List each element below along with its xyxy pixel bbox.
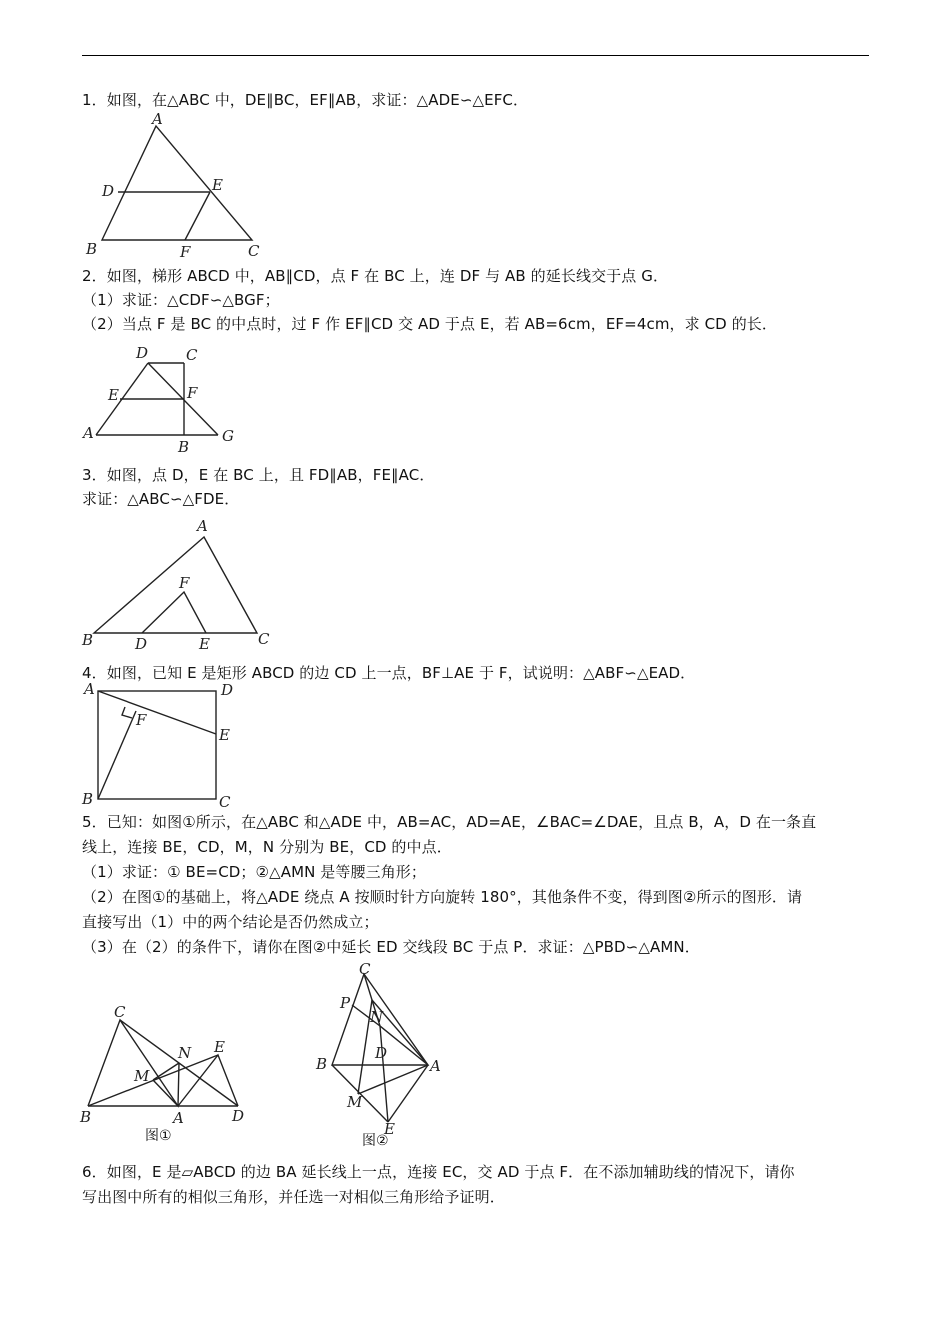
label-c: C	[219, 793, 231, 811]
problem-5-part-3: （3）在（2）的条件下，请你在图②中延长 ED 交线段 BC 于点 P．求证：△PBD∽△AMN．	[82, 938, 700, 956]
label-d: D	[375, 1044, 388, 1062]
label-f: F	[180, 243, 191, 261]
figure-5-1-caption: 图①	[145, 1128, 172, 1144]
label-m: M	[347, 1093, 363, 1111]
problem-6-text-2: 写出图中所有的相似三角形，并任选一对相似三角形给予证明．	[82, 1188, 505, 1206]
label-c: C	[186, 346, 198, 364]
label-g: G	[222, 427, 234, 445]
label-d: D	[221, 681, 234, 699]
label-f: F	[136, 711, 147, 729]
triangle-ade-sides	[178, 1055, 238, 1106]
label-e: E	[384, 1120, 395, 1138]
label-b: B	[316, 1055, 328, 1073]
label-f: F	[187, 384, 198, 402]
figure-1	[82, 112, 272, 262]
label-a: A	[430, 1057, 441, 1075]
label-e: E	[214, 1038, 225, 1056]
label-d: D	[135, 635, 148, 653]
label-c: C	[258, 630, 270, 648]
figure-4	[82, 682, 252, 812]
label-a: A	[197, 517, 208, 535]
figure-5-2	[312, 960, 452, 1138]
triangle-abc-sides	[88, 1020, 178, 1106]
segment-ef	[185, 192, 210, 240]
problem-3-prove: 求证：△ABC∽△FDE．	[82, 490, 240, 508]
problem-1-text: 1．如图，在△ABC 中，DE∥BC，EF∥AB，求证：△ADE∽△EFC．	[82, 91, 529, 109]
label-d: D	[102, 182, 115, 200]
label-b: B	[82, 631, 94, 649]
label-e: E	[108, 386, 119, 404]
label-p: P	[340, 994, 351, 1012]
triangle-abc	[102, 126, 252, 240]
triangle-fde	[142, 592, 206, 633]
triangle-abc	[94, 537, 257, 633]
problem-6-text-1: 6．如图，E 是▱ABCD 的边 BA 延长线上一点，连接 EC，交 AD 于点 F．在不添加辅助线的情况下，请你	[82, 1163, 795, 1181]
label-b: B	[82, 790, 94, 808]
header-rule	[82, 55, 869, 56]
problem-5-part-2a: （2）在图①的基础上，将△ADE 绕点 A 按顺时针方向旋转 180°，其他条件不变，得到图②所示的图形．请	[82, 888, 803, 906]
segment-ae	[98, 691, 216, 734]
label-c: C	[359, 960, 371, 978]
figure-5-2-caption: 图②	[362, 1133, 389, 1149]
right-angle-mark	[122, 707, 132, 718]
figure-5-1	[78, 1000, 258, 1125]
segment-bf	[98, 711, 136, 799]
label-n: N	[370, 1008, 384, 1026]
rectangle-abcd	[98, 691, 216, 799]
label-d: D	[136, 344, 149, 362]
label-n: N	[178, 1044, 192, 1062]
problem-2-text: 2．如图，梯形 ABCD 中，AB∥CD，点 F 在 BC 上，连 DF 与 AB 的延长线交于点 G．	[82, 267, 669, 285]
label-m: M	[134, 1067, 150, 1085]
label-b: B	[178, 438, 190, 456]
figure-3	[82, 515, 277, 655]
label-b: B	[86, 240, 98, 258]
label-a: A	[173, 1109, 184, 1127]
label-a: A	[83, 424, 94, 442]
label-c: C	[114, 1003, 126, 1021]
label-e: E	[212, 176, 223, 194]
label-e: E	[199, 635, 210, 653]
label-f: F	[179, 574, 190, 592]
label-a: A	[84, 680, 95, 698]
problem-3-text: 3．如图，点 D，E 在 BC 上，且 FD∥AB，FE∥AC．	[82, 466, 435, 484]
problem-4-text: 4．如图，已知 E 是矩形 ABCD 的边 CD 上一点，BF⊥AE 于 F，试说明：△ABF∽△EAD．	[82, 664, 696, 682]
problem-5-part-1: （1）求证：① BE=CD；②△AMN 是等腰三角形；	[82, 863, 426, 881]
label-d: D	[232, 1107, 245, 1125]
label-e: E	[219, 726, 230, 744]
problem-2-part-1: （1）求证：△CDF∽△BGF；	[82, 291, 280, 309]
triangle-ade-sides	[380, 1026, 428, 1122]
segments-am-an	[153, 1063, 179, 1106]
label-a: A	[152, 110, 163, 128]
label-c: C	[248, 242, 260, 260]
problem-5-text-1: 5．已知：如图①所示，在△ABC 和△ADE 中，AB=AC，AD=AE，∠BAC=∠DAE，且点 B，A，D 在一条直	[82, 813, 817, 831]
problem-2-part-2: （2）当点 F 是 BC 的中点时，过 F 作 EF∥CD 交 AD 于点 E，若 AB=6cm，EF=4cm，求 CD 的长．	[82, 315, 777, 333]
problem-5-part-2b: 直接写出（1）中的两个结论是否仍然成立；	[82, 913, 379, 931]
problem-5-text-2: 线上，连接 BE，CD，M，N 分别为 BE，CD 的中点．	[82, 838, 452, 856]
label-b: B	[80, 1108, 92, 1126]
figure-2	[82, 342, 242, 457]
